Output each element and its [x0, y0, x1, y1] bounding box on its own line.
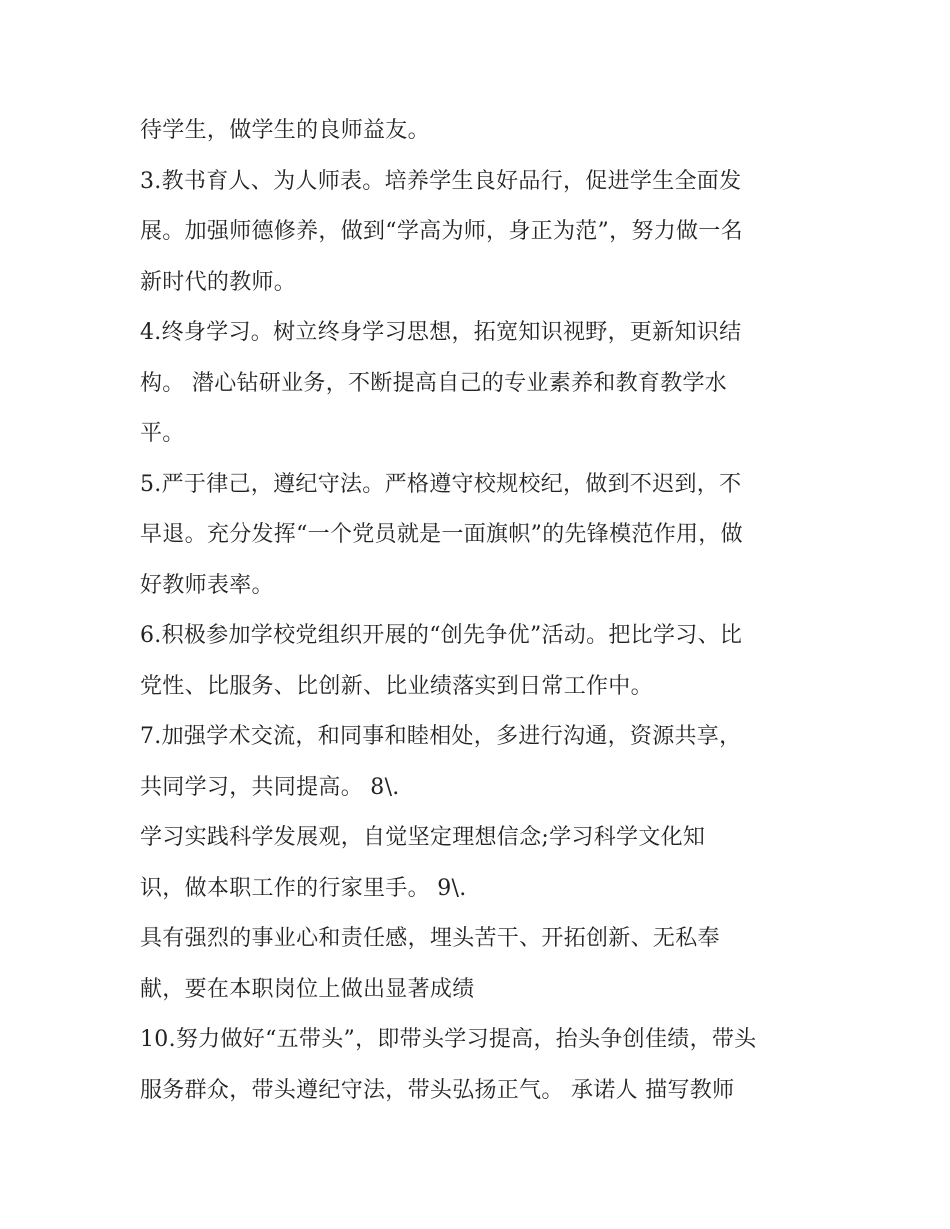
text-line: 服务群众，带头遵纪守法，带头弘扬正气。 承诺人 描写教师: [140, 1077, 735, 1103]
text-line: 5.严于律己，遵纪守法。严格遵守校规校纪，做到不迟到，不: [140, 471, 742, 497]
text-line: 平。: [140, 421, 185, 446]
text-line: 3.教书育人、为人师表。培养学生良好品行，促进学生全面发: [140, 168, 742, 194]
text-line: 10.努力做好“五带头”，即带头学习提高，抬头争创佳绩，带头: [140, 1027, 757, 1052]
text-line: 4.终身学习。树立终身学习思想，拓宽知识视野，更新知识结: [140, 320, 742, 345]
text-line: 献，要在本职岗位上做出显著成绩: [140, 976, 475, 1002]
text-line: 构。 潜心钻研业务，不断提高自己的专业素养和教育教学水: [140, 370, 728, 396]
text-line: 待学生，做学生的良师益友。: [140, 118, 430, 143]
text-line: 好教师表率。: [140, 572, 274, 598]
text-line: 识，做本职工作的行家里手。 9\.: [140, 875, 467, 901]
text-line: 展。加强师德修养，做到“学高为师，身正为范”，努力做一名: [140, 219, 743, 244]
text-line: 共同学习，共同提高。 8\.: [140, 774, 400, 800]
text-line: 学习实践科学发展观，自觉坚定理想信念;学习科学文化知: [140, 825, 706, 850]
text-line: 早退。充分发挥“一个党员就是一面旗帜”的先锋模范作用，做: [140, 522, 743, 547]
text-line: 党性、比服务、比创新、比业绩落实到日常工作中。: [140, 673, 653, 699]
text-line: 6.积极参加学校党组织开展的“创先争优”活动。把比学习、比: [140, 623, 743, 648]
text-line: 具有强烈的事业心和责任感，埋头苦干、开拓创新、无私奉: [140, 926, 720, 951]
text-line: 新时代的教师。: [140, 269, 297, 295]
text-line: 7.加强学术交流，和同事和睦相处，多进行沟通，资源共享，: [140, 724, 742, 749]
document-body: [140, 106, 830, 1116]
